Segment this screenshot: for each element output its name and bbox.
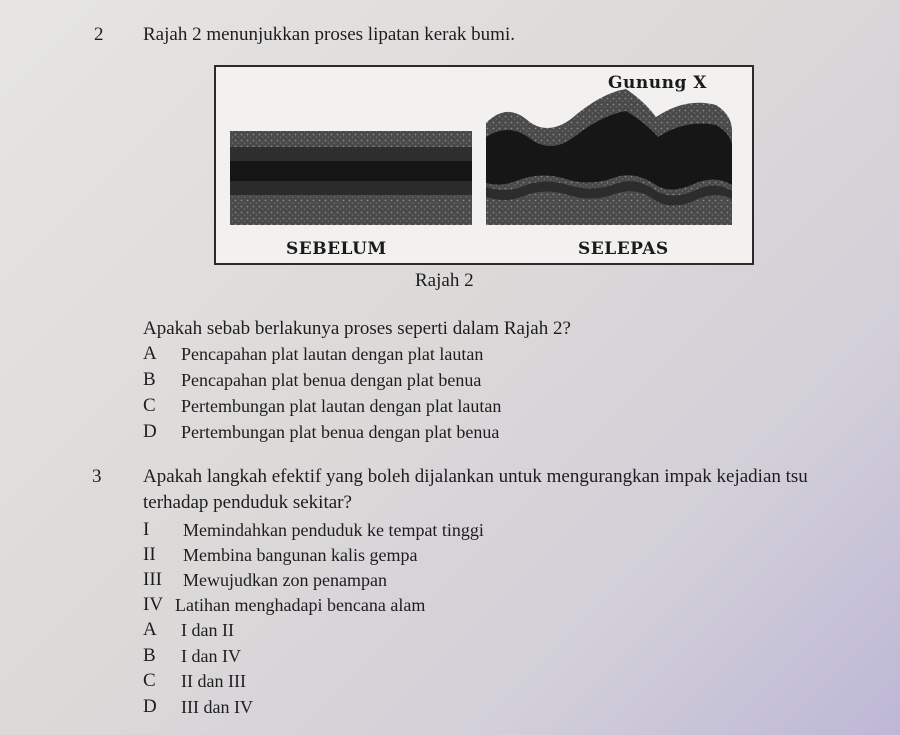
question-2-number: 2 <box>94 24 104 45</box>
option-letter: B <box>143 645 156 666</box>
folding-diagram-art <box>216 67 752 263</box>
option-text: III dan IV <box>181 697 253 717</box>
after-label: SELEPAS <box>578 239 669 259</box>
before-label: SEBELUM <box>286 239 387 259</box>
statement-text: Memindahkan penduduk ke tempat tinggi <box>183 520 484 540</box>
option-letter: A <box>143 619 157 640</box>
statement-numeral: II <box>143 544 156 565</box>
option-text: I dan II <box>181 620 234 640</box>
question-3-stem-line-2: terhadap penduduk sekitar? <box>143 492 352 513</box>
question-2-stem: Rajah 2 menunjukkan proses lipatan kerak bumi. <box>143 24 515 45</box>
option-text: I dan IV <box>181 646 241 666</box>
statement-text: Latihan menghadapi bencana alam <box>175 595 426 615</box>
option-text: Pencapahan plat lautan dengan plat lautan <box>181 344 484 364</box>
option-text: Pencapahan plat benua dengan plat benua <box>181 370 482 390</box>
option-text: Pertembungan plat benua dengan plat benua <box>181 422 500 442</box>
option-text: Pertembungan plat lautan dengan plat lautan <box>181 396 502 416</box>
folding-diagram <box>214 65 754 265</box>
after-layers <box>486 89 732 225</box>
option-letter: D <box>143 421 157 442</box>
option-letter: C <box>143 670 156 691</box>
figure-caption: Rajah 2 <box>415 270 474 291</box>
option-text: II dan III <box>181 671 246 691</box>
mountain-label: Gunung X <box>608 73 707 93</box>
statement-text: Mewujudkan zon penampan <box>183 570 387 590</box>
statement-numeral: III <box>143 569 162 590</box>
statement-numeral: I <box>143 519 150 540</box>
option-letter: D <box>143 696 157 717</box>
question-2-prompt: Apakah sebab berlakunya proses seperti dalam Rajah 2? <box>143 318 571 339</box>
question-3-stem-line-1: Apakah langkah efektif yang boleh dijalankan untuk mengurangkan impak kejadian tsu <box>143 466 808 487</box>
question-3-number: 3 <box>92 466 102 487</box>
statement-text: Membina bangunan kalis gempa <box>183 545 418 565</box>
before-layers <box>230 131 472 225</box>
option-letter: C <box>143 395 156 416</box>
option-letter: B <box>143 369 156 390</box>
statement-numeral: IV <box>143 594 164 615</box>
option-letter: A <box>143 343 157 364</box>
